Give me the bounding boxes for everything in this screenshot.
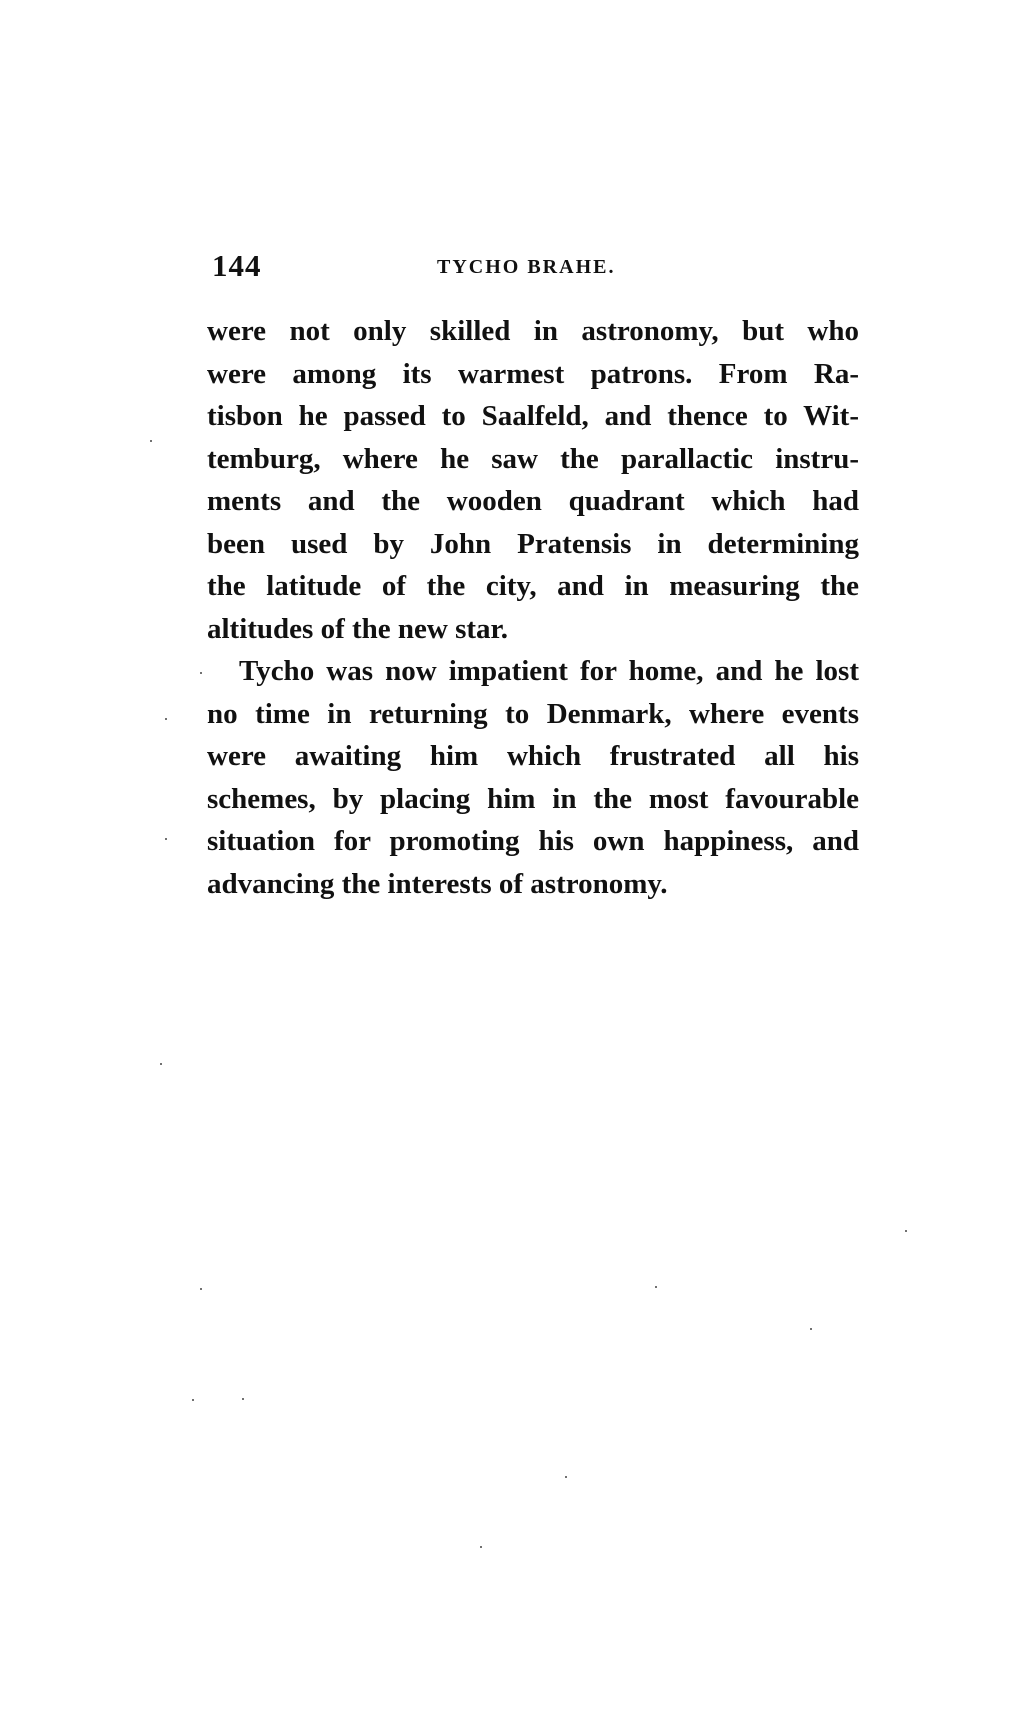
scan-speck bbox=[165, 838, 167, 840]
scan-speck bbox=[150, 440, 152, 442]
scan-speck bbox=[160, 1063, 162, 1065]
scan-speck bbox=[655, 1286, 657, 1288]
text-line: were among its warmest patrons. From Ra- bbox=[207, 357, 859, 390]
scan-speck bbox=[480, 1546, 482, 1548]
running-head: TYCHO BRAHE. bbox=[437, 256, 616, 278]
text-line: the latitude of the city, and in measuring the bbox=[207, 570, 859, 602]
text-line: schemes, by placing him in the most favourable bbox=[207, 782, 859, 815]
body-text bbox=[207, 310, 859, 905]
page-header bbox=[212, 248, 862, 288]
text-line: situation for promoting his own happiness, and bbox=[207, 825, 859, 857]
text-line: altitudes of the new star. bbox=[207, 612, 509, 645]
paragraph-1 bbox=[207, 310, 859, 650]
scan-speck bbox=[242, 1398, 244, 1400]
text-line: were awaiting him which frustrated all his bbox=[207, 740, 859, 772]
paragraph-2 bbox=[207, 650, 859, 905]
scan-speck bbox=[200, 672, 202, 674]
scan-speck bbox=[810, 1328, 812, 1330]
scan-speck bbox=[905, 1230, 907, 1232]
text-line: were not only skilled in astronomy, but who bbox=[207, 315, 859, 347]
scan-speck bbox=[565, 1476, 567, 1478]
text-line: advancing the interests of astronomy. bbox=[207, 867, 668, 900]
text-line: ments and the wooden quadrant which had bbox=[207, 485, 859, 517]
scan-speck bbox=[200, 1288, 202, 1290]
text-line: Tycho was now impatient for home, and he lost bbox=[239, 655, 859, 687]
scan-speck bbox=[165, 718, 167, 720]
page-number: 144 bbox=[212, 248, 262, 283]
text-line: tisbon he passed to Saalfeld, and thence to Wit- bbox=[207, 400, 859, 432]
scan-speck bbox=[192, 1399, 194, 1401]
text-line: no time in returning to Denmark, where events bbox=[207, 697, 859, 730]
text-line: temburg, where he saw the parallactic instru- bbox=[207, 442, 859, 475]
text-line: been used by John Pratensis in determining bbox=[207, 527, 859, 560]
